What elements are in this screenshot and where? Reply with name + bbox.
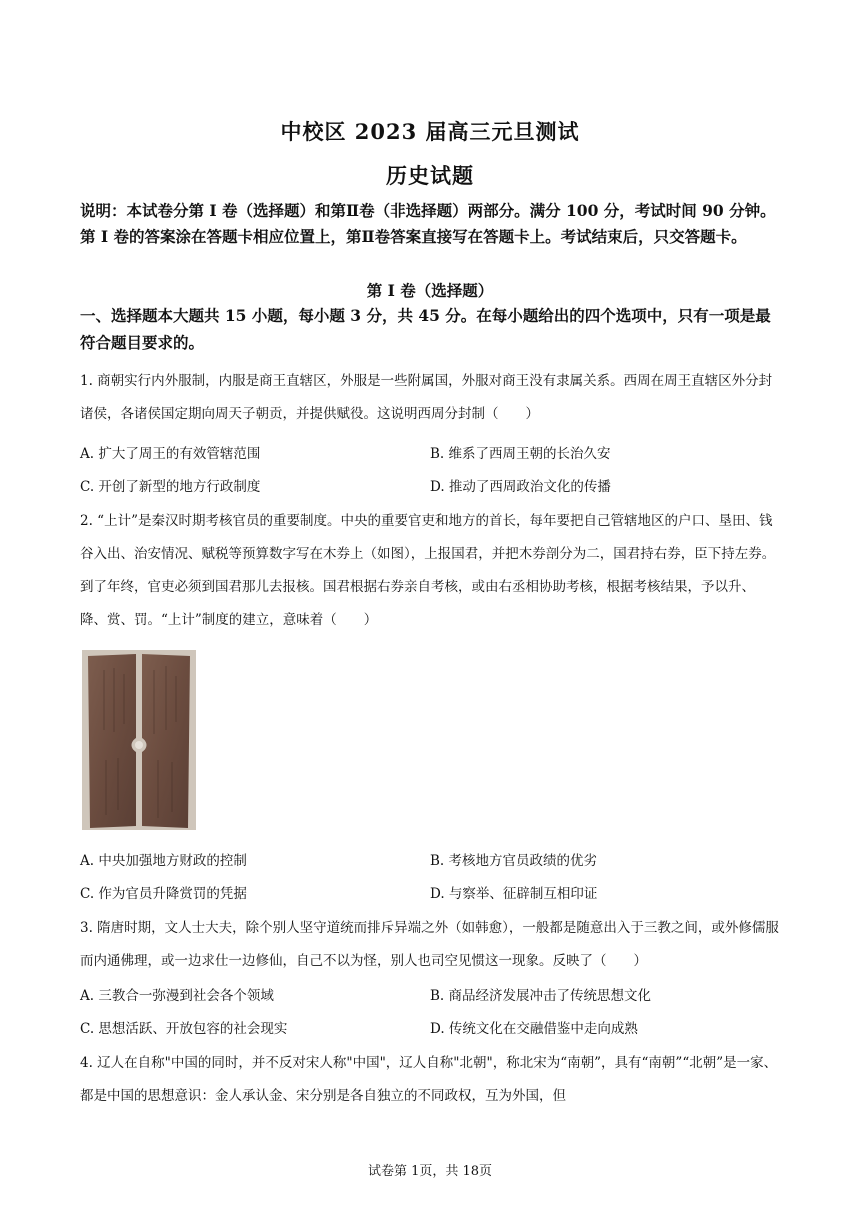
- question-3-stem: 3. 隋唐时期，文人士大夫，除个别人坚守道统而排斥异端之外（如韩愈），一般都是随意出入于三教之间，或外修儒服而内通佛理，或一边求仕一边修仙，自己不以为怪，别人也司空见惯这一现象。反映了（ ）: [80, 920, 779, 969]
- page-footer: 试卷第 1页，共 18页: [367, 1164, 493, 1179]
- exam-subtitle: 历史试题: [386, 163, 474, 188]
- question-1-option-a: A. 扩大了周王的有效管辖范围: [80, 446, 261, 462]
- question-1-option-d: D. 推动了西周政治文化的传播: [430, 479, 611, 495]
- question-2-option-a: A. 中央加强地方财政的控制: [80, 853, 247, 869]
- exam-title: 中校区 2023 届高三元旦测试: [280, 119, 580, 144]
- wooden-slips-image: [82, 650, 196, 830]
- question-2-option-b: B. 考核地方官员政绩的优劣: [430, 853, 598, 869]
- question-4-stem: 4. 辽人在自称"中国的同时，并不反对宋人称"中国"，辽人自称"北朝"，称北宋为“南朝”，具有“南朝”“北朝”是一家、都是中国的思想意识：金人承认金、宋分别是各自独立的不同政权，互为外国，但: [80, 1055, 778, 1104]
- question-1-stem: 1. 商朝实行内外服制，内服是商王直辖区，外服是一些附属国，外服对商王没有隶属关系。西周在周王直辖区外分封诸侯，各诸侯国定期向周天子朝贡，并提供赋役。这说明西周分封制（ ）: [80, 373, 773, 422]
- left-tally: [88, 654, 136, 828]
- wooden-slips-figure: [82, 650, 196, 830]
- question-2-option-c: C. 作为官员升降赏罚的凭据: [80, 886, 247, 902]
- question-1-option-c: C. 开创了新型的地方行政制度: [80, 479, 261, 495]
- question-1-option-b: B. 维系了西周王朝的长治久安: [430, 446, 611, 462]
- question-3-option-b: B. 商品经济发展冲击了传统思想文化: [430, 988, 652, 1004]
- question-2-stem: 2. “上计”是秦汉时期考核官员的重要制度。中央的重要官吏和地方的首长，每年要把自己管辖地区的户口、垦田、钱谷入出、治安情况、赋税等预算数字写在木券上（如图），上报国君，并把木券剖分为二，国君持右券，臣下持左券。到了年终，官吏必须到国君那儿去报核。国君根据右券亲自考核，或由右丞相协助考核，根据考核结果，予以升、降、赏、罚。“上计”制度的建立，意味着（ ）: [80, 513, 776, 628]
- section-title: 第 I 卷（选择题）: [366, 281, 494, 300]
- question-3-option-a: A. 三教合一弥漫到社会各个领域: [80, 988, 274, 1004]
- question-2-option-d: D. 与察举、征辟制互相印证: [430, 886, 598, 902]
- question-3-option-c: C. 思想活跃、开放包容的社会现实: [80, 1021, 288, 1037]
- part-one-heading: 一、选择题本大题共 15 小题，每小题 3 分，共 45 分。在每小题给出的四个选项中，只有一项是最符合题目要求的。: [80, 306, 771, 352]
- instructions: 说明：本试卷分第 I 卷（选择题）和第Ⅱ卷（非选择题）两部分。满分 100 分，考试时间 90 分钟。第 I 卷的答案涂在答题卡相应位置上，第Ⅱ卷答案直接写在答题卡上。考试结束后，只交答题卡。: [80, 201, 776, 246]
- question-3-option-d: D. 传统文化在交融借鉴中走向成熟: [430, 1021, 638, 1037]
